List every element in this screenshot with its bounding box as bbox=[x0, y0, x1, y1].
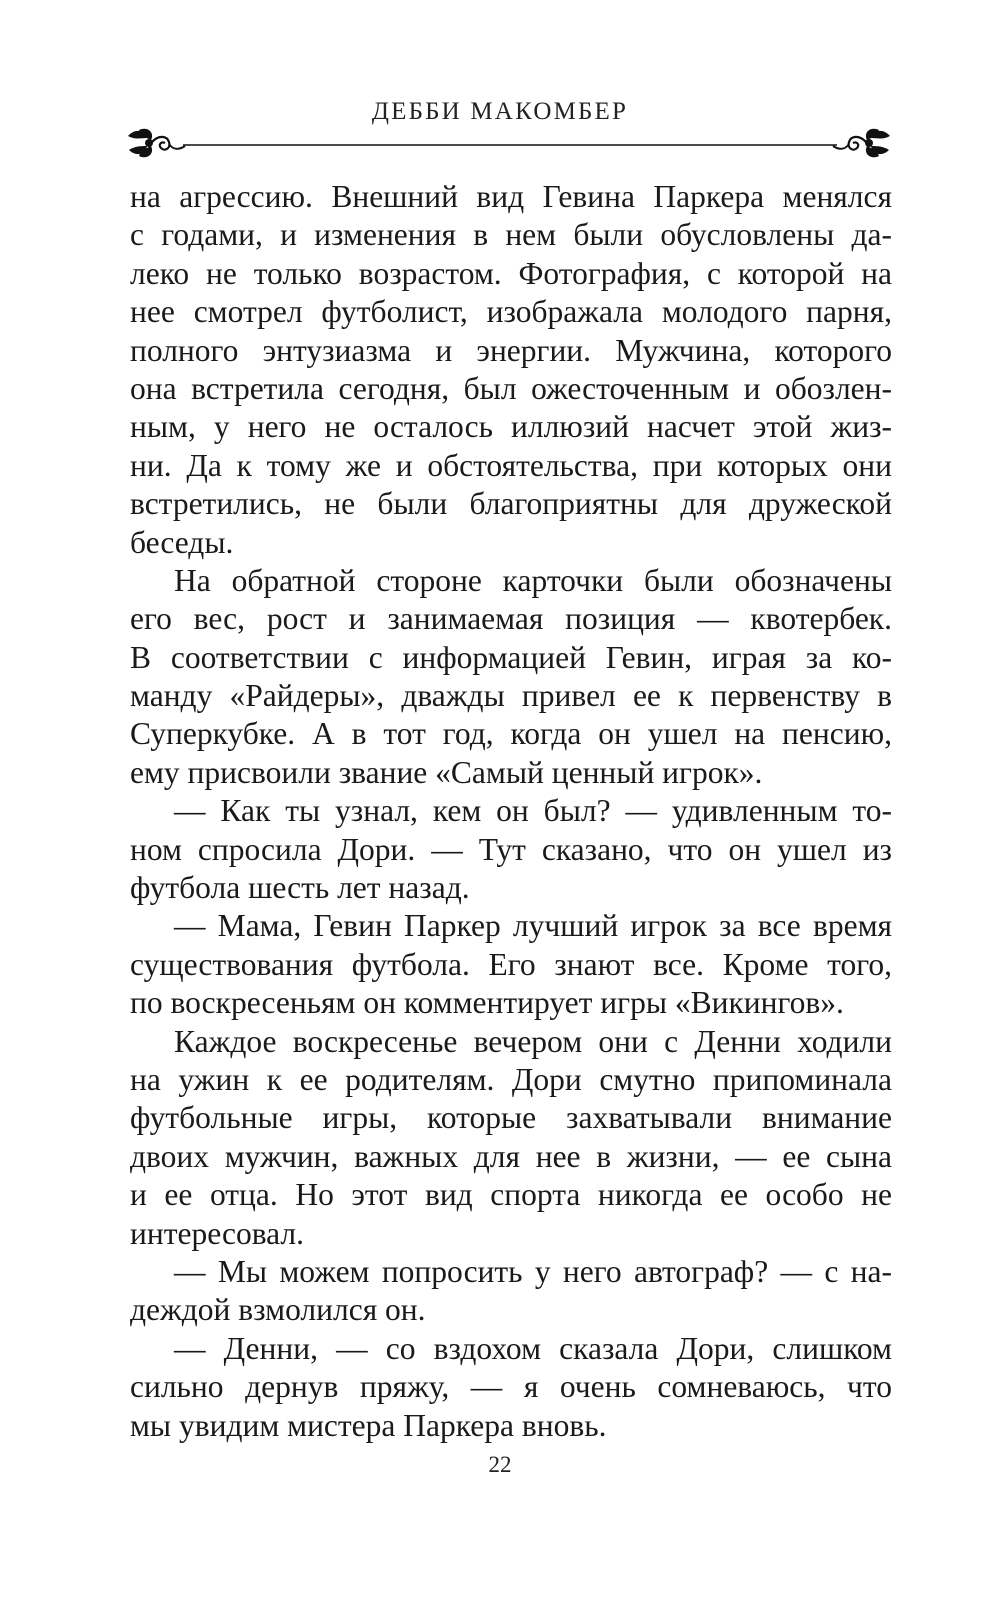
text-line: В соответствии с информацией Гевин, играя за ко- bbox=[130, 639, 892, 675]
text-line: Каждое воскресенье вечером они с Денни ходили bbox=[174, 1023, 892, 1059]
text-line: она встретила сегодня, был ожесточенным и обозлен- bbox=[130, 370, 892, 406]
text-line: сильно дернув пряжу, — я очень сомневаюсь, что bbox=[130, 1369, 892, 1405]
text-line: на агрессию. Внешний вид Гевина Паркера менялся bbox=[130, 179, 892, 214]
text-line: полного энтузиазма и энергии. Мужчина, которого bbox=[130, 332, 892, 368]
text-line: по воскресеньям он комментирует игры «Викингов». bbox=[130, 985, 844, 1021]
text-line: двоих мужчин, важных для нее в жизни, — ее сына bbox=[130, 1138, 892, 1174]
text-line: встретились, не были благоприятны для дружеской bbox=[130, 486, 892, 522]
left-flourish-icon bbox=[128, 129, 185, 158]
text-line: деждой взмолился он. bbox=[130, 1292, 426, 1328]
text-line: — Как ты узнал, кем он был? — удивленным то- bbox=[174, 793, 892, 829]
text-line: Суперкубке. А в тот год, когда он ушел на пенсию, bbox=[130, 716, 892, 752]
text-line: интересовал. bbox=[130, 1215, 305, 1251]
body-text bbox=[130, 178, 892, 1445]
header-ornament bbox=[125, 126, 893, 166]
text-line: футбола шесть лет назад. bbox=[130, 870, 470, 906]
text-line: — Мы можем попросить у него автограф? — с на- bbox=[174, 1253, 892, 1289]
text-line: ему присвоили звание «Самый ценный игрок». bbox=[130, 754, 763, 790]
text-line: манду «Райдеры», дважды привел ее к первенству в bbox=[130, 678, 892, 714]
text-line: с годами, и изменения в нем были обусловлены да- bbox=[130, 217, 892, 253]
text-line: ном спросила Дори. — Тут сказано, что он ушел из bbox=[130, 831, 892, 867]
text-line: и ее отца. Но этот вид спорта никогда ее особо не bbox=[130, 1177, 892, 1213]
text-line: мы увидим мистера Паркера вновь. bbox=[130, 1407, 607, 1443]
text-line: беседы. bbox=[130, 524, 234, 560]
text-line: на ужин к ее родителям. Дори смутно припоминала bbox=[130, 1061, 892, 1097]
right-flourish-icon bbox=[833, 129, 890, 158]
text-line: существования футбола. Его знают все. Кроме того, bbox=[130, 946, 892, 982]
text-line: На обратной стороне карточки были обозначены bbox=[174, 562, 892, 598]
text-line: футбольные игры, которые захватывали внимание bbox=[130, 1100, 892, 1136]
text-line: — Мама, Гевин Паркер лучший игрок за все время bbox=[174, 908, 892, 944]
text-line: ным, у него не осталось иллюзий насчет этой жиз- bbox=[130, 409, 892, 445]
text-line: его вес, рост и занимаемая позиция — квотербек. bbox=[130, 601, 892, 637]
text-line: леко не только возрастом. Фотография, с которой на bbox=[130, 255, 892, 291]
text-line: нее смотрел футболист, изображала молодого парня, bbox=[130, 294, 892, 330]
page-number: 22 bbox=[488, 1452, 512, 1477]
running-head: ДЕББИ МАКОМБЕР bbox=[371, 98, 629, 125]
text-line: — Денни, — со вздохом сказала Дори, слишком bbox=[174, 1330, 892, 1366]
text-line: ни. Да к тому же и обстоятельства, при которых они bbox=[130, 447, 892, 483]
